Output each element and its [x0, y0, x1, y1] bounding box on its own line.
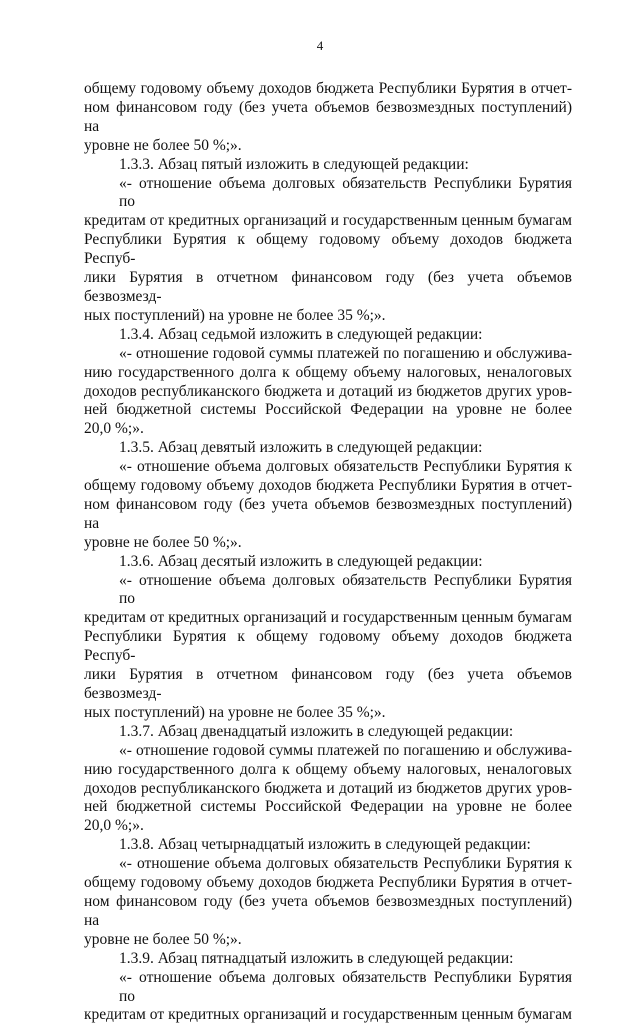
text-line: 1.3.4. Абзац седьмой изложить в следующей редакции:: [119, 325, 483, 343]
text-line: 20,0 %;».: [84, 420, 144, 438]
text-line: уровне не более 50 %;».: [84, 136, 242, 154]
text-line: «- отношение объема долговых обязательств Республики Бурятия к: [119, 458, 572, 476]
text-line: лики Бурятия в отчетном финансовом году (без учета объемов безвозмезд-: [84, 269, 572, 305]
text-line: Республики Бурятия к общему годовому объему доходов бюджета Респуб-: [84, 231, 572, 268]
text-line: «- отношение годовой суммы платежей по погашению и обслужива-: [119, 344, 572, 362]
text-line: нию государственного долга к общему объему налоговых, неналоговых: [84, 363, 572, 381]
text-line: ном финансовом году (без учета объемов безвозмездных поступлений) на: [84, 495, 572, 532]
text-line: кредитам от кредитных организаций и государственным ценным бумагам: [84, 212, 572, 230]
text-line: 20,0 %;».: [84, 817, 144, 835]
text-line: ном финансовом году (без учета объемов безвозмездных поступлений) на: [84, 892, 572, 929]
text-line: доходов республиканского бюджета и дотаций из бюджетов других уров-: [84, 382, 572, 400]
text-line: нию государственного долга к общему объему налоговых, неналоговых: [84, 760, 572, 778]
text-line: 1.3.3. Абзац пятый изложить в следующей редакции:: [119, 155, 469, 173]
text-line: уровне не более 50 %;».: [84, 533, 242, 551]
text-line: уровне не более 50 %;».: [84, 930, 242, 948]
text-line: общему годовому объему доходов бюджета Республики Бурятия в отчет-: [84, 80, 572, 97]
text-line: кредитам от кредитных организаций и государственным ценным бумагам: [84, 609, 572, 627]
text-line: Республики Бурятия к общему годовому объему доходов бюджета Респуб-: [84, 628, 572, 665]
text-line: кредитам от кредитных организаций и государственным ценным бумагам: [84, 1006, 572, 1024]
text-line: 1.3.7. Абзац двенадцатый изложить в следующей редакции:: [119, 722, 514, 740]
page-number: 4: [316, 38, 324, 53]
text-line: «- отношение объема долговых обязательств Республики Бурятия по: [119, 968, 572, 1005]
text-line: доходов республиканского бюджета и дотаций из бюджетов других уров-: [84, 779, 572, 797]
text-line: общему годовому объему доходов бюджета Республики Бурятия в отчет-: [84, 477, 572, 495]
text-line: ных поступлений) на уровне не более 35 %;».: [84, 703, 386, 721]
text-line: ней бюджетной системы Российской Федерации на уровне не более: [84, 798, 572, 816]
text-line: «- отношение годовой суммы платежей по погашению и обслужива-: [119, 741, 572, 759]
text-line: 1.3.5. Абзац девятый изложить в следующей редакции:: [119, 439, 483, 457]
text-line: ней бюджетной системы Российской Федерации на уровне не более: [84, 401, 572, 419]
text-line: ном финансовом году (без учета объемов безвозмездных поступлений) на: [84, 98, 572, 135]
document-body: [84, 80, 572, 1025]
text-line: «- отношение объема долговых обязательств Республики Бурятия к: [119, 855, 572, 873]
text-line: общему годовому объему доходов бюджета Республики Бурятия в отчет-: [84, 874, 572, 892]
text-line: 1.3.8. Абзац четырнадцатый изложить в следующей редакции:: [119, 836, 531, 854]
text-line: «- отношение объема долговых обязательств Республики Бурятия по: [119, 174, 572, 211]
text-line: 1.3.6. Абзац десятый изложить в следующей редакции:: [119, 552, 483, 570]
text-line: лики Бурятия в отчетном финансовом году (без учета объемов безвозмезд-: [84, 666, 572, 702]
text-line: 1.3.9. Абзац пятнадцатый изложить в следующей редакции:: [119, 949, 514, 967]
text-line: ных поступлений) на уровне не более 35 %;».: [84, 306, 386, 324]
text-line: «- отношение объема долговых обязательств Республики Бурятия по: [119, 571, 572, 608]
